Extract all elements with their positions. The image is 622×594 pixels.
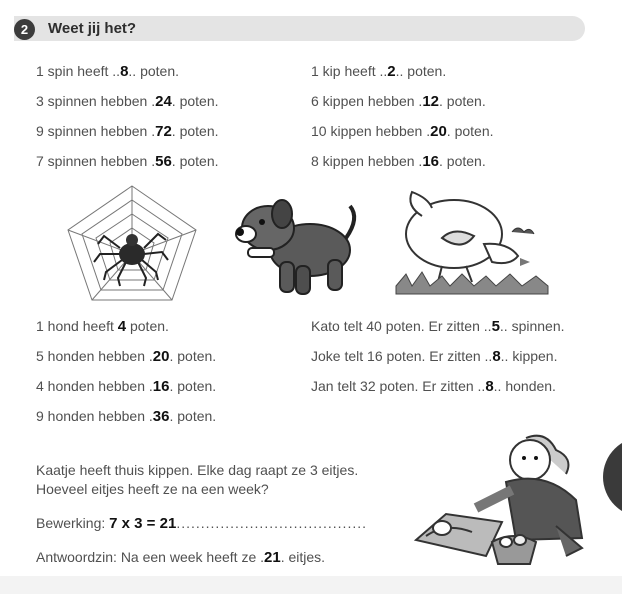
filled-answer: 12 — [422, 93, 440, 110]
filled-answer: 16 — [152, 378, 170, 395]
filled-answer: 8 — [492, 348, 501, 365]
question-line: 5 honden hebben .20. poten. — [36, 348, 217, 365]
filled-answer: 20 — [152, 348, 170, 365]
filled-answer: 4 — [117, 318, 127, 335]
filled-answer: 2 — [387, 63, 396, 80]
spider-web-illustration — [62, 182, 202, 304]
filled-answer: 36 — [152, 408, 170, 425]
filled-answer: 7 x 3 = 21 — [109, 515, 177, 532]
filled-answer: 20 — [430, 123, 447, 140]
filled-answer: 21 — [264, 549, 281, 566]
exercise-title: Weet jij het? — [48, 20, 137, 37]
filled-answer: 8 — [120, 63, 129, 80]
question-line: 4 honden hebben .16. poten. — [36, 378, 217, 395]
chicken-illustration — [392, 186, 552, 298]
filled-answer: 24 — [155, 93, 172, 110]
girl-collecting-eggs-illustration — [406, 430, 594, 572]
filled-answer: 56 — [155, 153, 172, 170]
filled-answer: 72 — [155, 123, 172, 140]
question-line: 3 spinnen hebben .24. poten. — [36, 93, 219, 110]
filled-answer: 16 — [422, 153, 440, 170]
question-line: Jan telt 32 poten. Er zitten ..8.. honden. — [311, 378, 556, 395]
question-line: 7 spinnen hebben .56. poten. — [36, 153, 219, 170]
antwoordzin-line: Antwoordzin: Na een week heeft ze .21. eitjes. — [36, 549, 326, 566]
question-line: 9 spinnen hebben .72. poten. — [36, 123, 219, 140]
question-line: 8 kippen hebben .16. poten. — [311, 153, 486, 170]
bewerking-line: Bewerking: 7 x 3 = 21....................................... — [36, 515, 368, 532]
story-line-1: Kaatje heeft thuis kippen. Elke dag raapt ze 3 eitjes. — [36, 462, 359, 478]
story-line-2: Hoeveel eitjes heeft ze na een week? — [36, 481, 269, 497]
question-line: Kato telt 40 poten. Er zitten ..5.. spinnen. — [311, 318, 565, 335]
page-bottom-bar — [0, 576, 622, 594]
question-line: 10 kippen hebben .20. poten. — [311, 123, 494, 140]
question-line: 1 hond heeft 4 poten. — [36, 318, 169, 335]
filled-answer: 5 — [491, 318, 500, 335]
question-line: 9 honden hebben .36. poten. — [36, 408, 217, 425]
question-line: Joke telt 16 poten. Er zitten ..8.. kippen. — [311, 348, 558, 365]
dog-illustration — [222, 188, 366, 298]
question-line: 1 kip heeft ..2.. poten. — [311, 63, 447, 80]
question-line: 6 kippen hebben .12. poten. — [311, 93, 486, 110]
exercise-number-badge: 2 — [14, 19, 35, 40]
question-line: 1 spin heeft ..8.. poten. — [36, 63, 179, 80]
page-edge-tab — [603, 437, 622, 517]
filled-answer: 8 — [485, 378, 494, 395]
